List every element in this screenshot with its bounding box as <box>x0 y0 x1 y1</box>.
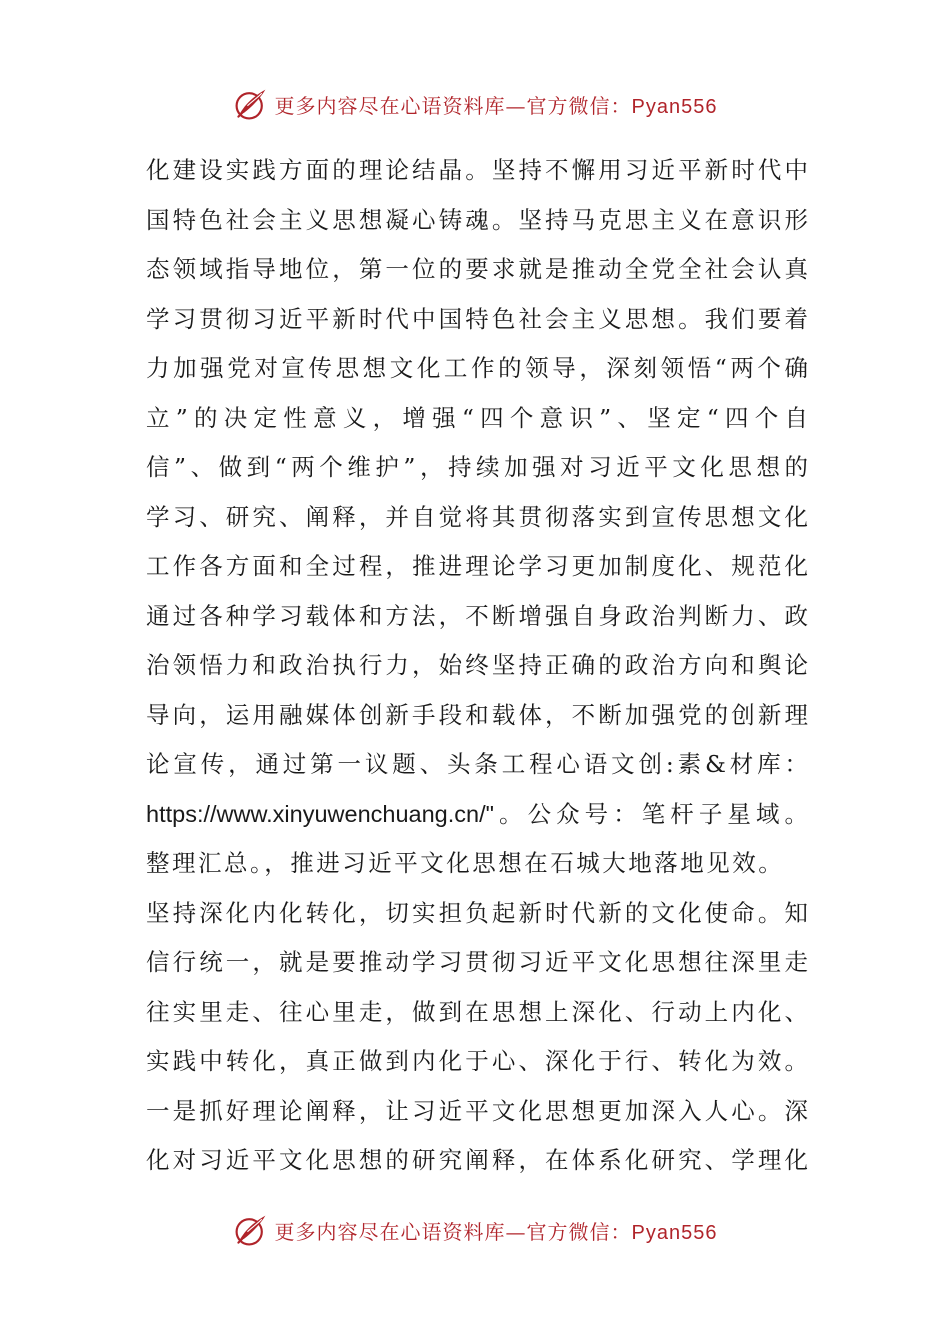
text-line: 化建设实践方面的理论结晶。坚持不懈用习近平新时代中 <box>146 156 808 184</box>
footer-banner-text <box>275 1216 718 1245</box>
text-line: 信行统一，就是要推动学习贯彻习近平文化思想往深里走 <box>146 948 808 976</box>
text-line: 一是抓好理论阐释，让习近平文化思想更加深入人心。深 <box>146 1096 808 1125</box>
text-line: 立”的决定性意义，增强“四个意识”、坚定“四个自 <box>146 403 808 432</box>
text-line: 工作各方面和全过程，推进理论学习更加制度化、规范化 <box>146 552 808 580</box>
header-banner-text <box>275 90 718 119</box>
banner-dash: — <box>505 1219 527 1244</box>
banner-dash: — <box>505 93 527 118</box>
header-banner <box>0 82 950 126</box>
banner-brand: 更多内容尽在心语资料库 <box>274 1219 506 1244</box>
text-line: 论宣传，通过第一议题、头条工程心语文创:素&材库： <box>146 750 808 778</box>
text-line: 化对习近平文化思想的研究阐释，在体系化研究、学理化 <box>146 1146 808 1174</box>
text-line: 实践中转化，真正做到内化于心、深化于行、转化为效。 <box>146 1047 808 1075</box>
quill-pen-logo-icon <box>233 86 269 122</box>
banner-wechat-label: 官方微信： <box>526 1219 632 1244</box>
banner-wechat-id: Pyan556 <box>631 95 718 118</box>
text-line: 整理汇总。，推进习近平文化思想在石城大地落地见效。 <box>146 849 785 877</box>
text-line: 态领域指导地位，第一位的要求就是推动全党全社会认真 <box>146 255 808 283</box>
text-line: 导向，运用融媒体创新手段和载体，不断加强党的创新理 <box>146 700 808 729</box>
quill-pen-logo-icon <box>233 1212 269 1248</box>
text-line: 学习贯彻习近平新时代中国特色社会主义思想。我们要着 <box>146 304 808 333</box>
text-line: 通过各种学习载体和方法，不断增强自身政治判断力、政 <box>146 601 808 630</box>
source-url: https://www.xinyuwenchuang.cn/" <box>146 800 494 827</box>
url-suffix: 。公众号：笔杆子星域。 <box>493 799 808 828</box>
text-line: 力加强党对宣传思想文化工作的领导，深刻领悟“两个确 <box>146 354 808 382</box>
text-line: 治领悟力和政治执行力，始终坚持正确的政治方向和舆论 <box>146 651 808 679</box>
text-line: 学习、研究、阐释，并自觉将其贯彻落实到宣传思想文化 <box>146 502 808 531</box>
text-line: 往实里走、往心里走，做到在思想上深化、行动上内化、 <box>146 997 808 1026</box>
text-line: 国特色社会主义思想凝心铸魂。坚持马克思主义在意识形 <box>146 205 808 234</box>
banner-wechat-id: Pyan556 <box>631 1221 718 1244</box>
text-line: 坚持深化内化转化，切实担负起新时代新的文化使命。知 <box>146 898 808 927</box>
document-body <box>146 146 808 1186</box>
url-line <box>146 790 808 840</box>
text-line: 信”、做到“两个维护”，持续加强对习近平文化思想的 <box>146 453 808 481</box>
banner-brand: 更多内容尽在心语资料库 <box>274 93 506 118</box>
footer-banner <box>0 1208 950 1252</box>
banner-wechat-label: 官方微信： <box>526 93 632 118</box>
